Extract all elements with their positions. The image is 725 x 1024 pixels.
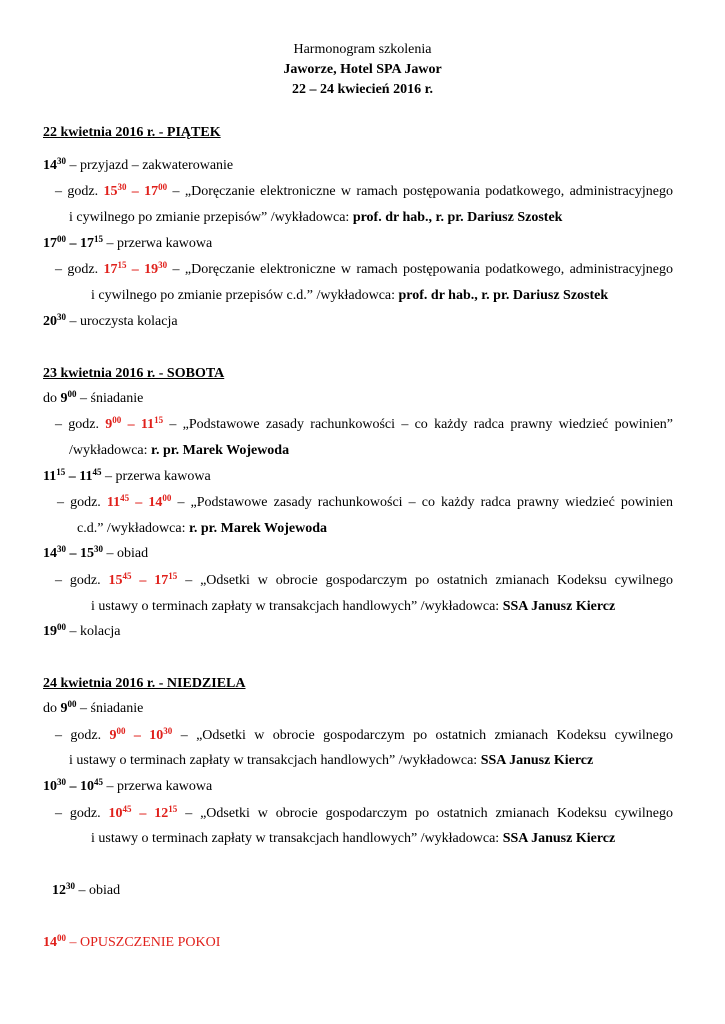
day3-heading: 24 kwietnia 2016 r. - NIEDZIELA	[43, 676, 246, 691]
day2-lecture3-cont: i ustawy o terminach zapłaty w transakcjach handlowych” /wykładowca: SSA Janusz Kiercz	[91, 599, 616, 614]
lecturer-name: r. pr. Marek Wojewoda	[151, 443, 290, 458]
day2-lecture2: – godz. $11^{45} - 14^{00}$ – „Podstawowe zasady rachunkowości – co każdy radca prawny wiedzieć powinien	[57, 493, 674, 510]
date-range-line: 22 – 24 kwiecień 2016 r.	[291, 82, 434, 97]
day3-checkout: $14^{00}$ – OPUSZCZENIE POKOI	[43, 933, 221, 950]
day2-lecture2-cont: c.d.” /wykładowca: r. pr. Marek Wojewoda	[77, 521, 328, 536]
lecturer-name: prof. dr hab., r. pr. Dariusz Szostek	[398, 288, 609, 303]
day2-dinner: $19^{00}$ – kolacja	[43, 622, 121, 639]
day1-lecture2-cont: i cywilnego po zmianie przepisów c.d.” /wykładowca: prof. dr hab., r. pr. Dariusz Szostek	[91, 288, 609, 303]
day3-lecture1-cont: i ustawy o terminach zapłaty w transakcjach handlowych” /wykładowca: SSA Janusz Kiercz	[69, 753, 594, 768]
venue-line: Jaworze, Hotel SPA Jawor	[283, 62, 442, 77]
day1-break: $17^{00} - 17^{15}$ – przerwa kawowa	[43, 234, 213, 251]
day2-break: $11^{15} - 11^{45}$ – przerwa kawowa	[43, 467, 211, 484]
document-title: Harmonogram szkolenia	[293, 42, 432, 57]
lecturer-name: prof. dr hab., r. pr. Dariusz Szostek	[352, 210, 563, 225]
day2-lecture3: – godz. $15^{45} - 17^{15}$ – „Odsetki w obrocie gospodarczym po ostatnich zmianach Kodeksu cywilnego	[55, 571, 673, 588]
day2-breakfast: do $9^{00}$ – śniadanie	[43, 389, 144, 406]
day3-lecture2: – godz. $10^{45} - 12^{15}$ – „Odsetki w obrocie gospodarczym po ostatnich zmianach Kodeksu cywilnego	[55, 804, 673, 821]
lecturer-name: SSA Janusz Kiercz	[502, 599, 616, 614]
day3-break: $10^{30} - 10^{45}$ – przerwa kawowa	[43, 777, 213, 794]
day2-heading: 23 kwietnia 2016 r. - SOBOTA	[43, 366, 225, 381]
day1-dinner: $20^{30}$ – uroczysta kolacja	[43, 312, 178, 329]
day1-arrival: $14^{30}$ – przyjazd – zakwaterowanie	[43, 156, 234, 173]
day2-lecture1-cont: /wykładowca: r. pr. Marek Wojewoda	[69, 443, 290, 458]
day1-lecture1: – godz. $15^{30} - 17^{00}$ – „Doręczanie elektroniczne w ramach postępowania podatkowego, administracyjnego	[55, 182, 673, 199]
lecturer-name: r. pr. Marek Wojewoda	[188, 521, 328, 536]
day3-lunch: $12^{30}$ – obiad	[52, 881, 121, 898]
day1-lecture2: – godz. $17^{15} - 19^{30}$ – „Doręczanie elektroniczne w ramach postępowania podatkowego, administracyjnego	[55, 260, 673, 277]
day1-lecture1-cont: i cywilnego po zmianie przepisów” /wykładowca: prof. dr hab., r. pr. Dariusz Szostek	[69, 210, 563, 225]
day3-lecture2-cont: i ustawy o terminach zapłaty w transakcjach handlowych” /wykładowca: SSA Janusz Kiercz	[91, 831, 616, 846]
day3-lecture1: – godz. $9^{00} - 10^{30}$ – „Odsetki w obrocie gospodarczym po ostatnich zmianach Kodeksu cywilnego	[55, 726, 673, 743]
day3-breakfast: do $9^{00}$ – śniadanie	[43, 699, 144, 716]
lecturer-name: SSA Janusz Kiercz	[480, 753, 594, 768]
day2-lunch: $14^{30} - 15^{30}$ – obiad	[43, 544, 149, 561]
day2-lecture1: – godz. $9^{00} - 11^{15}$ – „Podstawowe zasady rachunkowości – co każdy radca prawny wiedzieć powinien”	[55, 415, 673, 432]
lecturer-name: SSA Janusz Kiercz	[502, 831, 616, 846]
day1-heading: 22 kwietnia 2016 r. - PIĄTEK	[43, 125, 221, 140]
document-header	[0, 40, 725, 100]
